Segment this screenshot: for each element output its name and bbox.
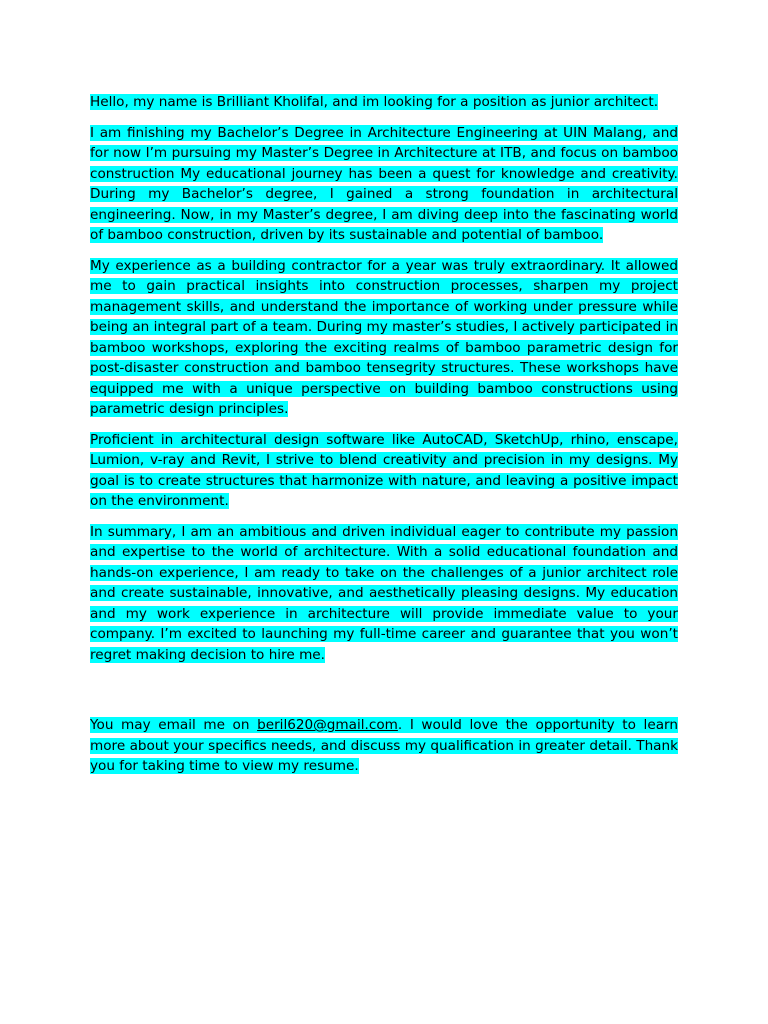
experience-text: My experience as a building contractor for a year was truly extraordinary. It allowed me to gain practical insights into construction processes, sharpen my project management skills, and understand the importance of working under pressure while being an integral part of a team. During my master’s studies, I actively participated in bamboo workshops, exploring the exciting realms of bamboo parametric design for post-disaster construction and bamboo tensegrity structures. These workshops have equipped me with a unique perspective on building bamboo constructions using parametric design principles. bbox=[90, 257, 679, 417]
paragraph-spacer bbox=[90, 675, 678, 715]
contact-prefix: You may email me on bbox=[90, 717, 258, 733]
contact-paragraph bbox=[90, 715, 678, 777]
skills-text: Proficient in architectural design software like AutoCAD, SketchUp, rhino, enscape, Lumion, v-ray and Revit, I strive to blend creativity and precision in my designs. My goal is to create structures that harmonize with nature, and leaving a positive impact on the environment. bbox=[90, 431, 678, 509]
education-paragraph bbox=[90, 123, 678, 246]
contact-suffix: . I would love the opportunity to learn more about your specifics needs, and discuss my qualification in greater detail. Thank you for taking time to view my resume. bbox=[90, 717, 678, 774]
contact-text bbox=[90, 717, 678, 774]
intro-text: Hello, my name is Brilliant Kholifal, and im looking for a position as junior architect. bbox=[90, 94, 659, 110]
skills-paragraph bbox=[90, 430, 678, 512]
education-text: I am finishing my Bachelor’s Degree in Architecture Engineering at UIN Malang, and for now I’m pursuing my Master’s Degree in Architecture at ITB, and focus on bamboo construction My educational journey has been a quest for knowledge and creativity. During my Bachelor’s degree, I gained a strong foundation in architectural engineering. Now, in my Master’s degree, I am diving deep into the fascinating world of bamboo construction, driven by its sustainable and potential of bamboo. bbox=[90, 124, 678, 243]
summary-text: In summary, I am an ambitious and driven individual eager to contribute my passion and expertise to the world of architecture. With a solid educational foundation and hands-on experience, I am ready to take on the challenges of a junior architect role and create sustainable, innovative, and aesthetically pleasing designs. My education and my work experience in architecture will provide immediate value to your company. I’m excited to launching my full-time career and guarantee that you won’t regret making decision to hire me. bbox=[90, 523, 678, 663]
experience-paragraph bbox=[90, 256, 678, 420]
intro-paragraph bbox=[90, 92, 678, 113]
summary-paragraph bbox=[90, 522, 678, 666]
email-link[interactable]: beril620@gmail.com bbox=[257, 717, 398, 733]
